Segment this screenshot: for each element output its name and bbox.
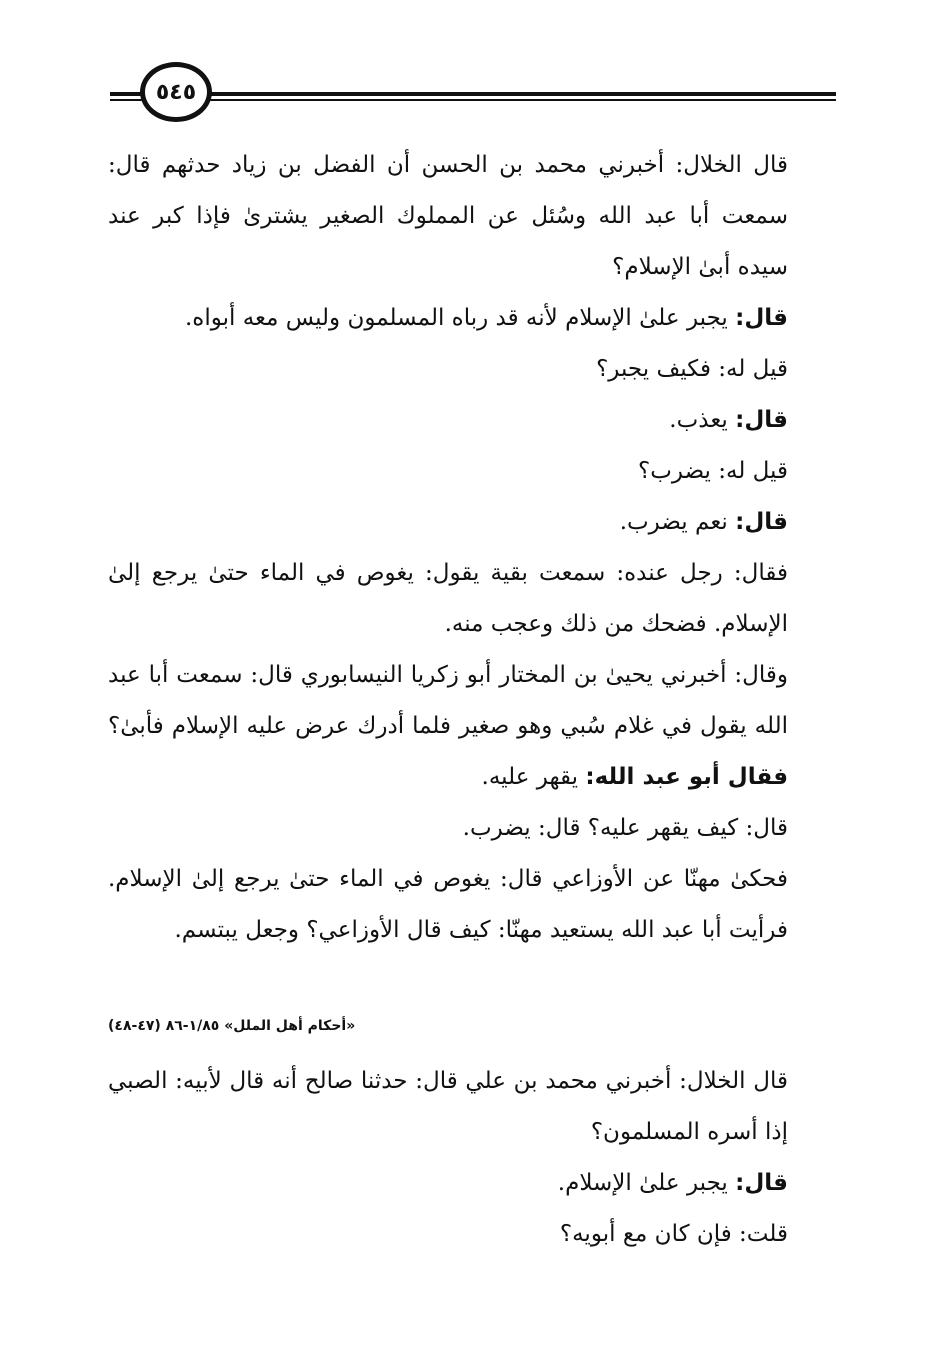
speaker-label: قال:: [735, 1170, 788, 1196]
paragraph: قال الخلال: أخبرني محمد بن علي قال: حدثنا صالح أنه قال لأبيه: الصبي إذا أسره المسلمون؟: [108, 1068, 788, 1145]
paragraph: قيل له: فكيف يجبر؟: [596, 356, 788, 382]
paragraph-text: يجبر علىٰ الإسلام.: [557, 1170, 736, 1196]
paragraph: [108, 1158, 832, 1209]
bold-phrase: فقال أبو عبد الله:: [585, 764, 788, 790]
page-number: ٥٤٥: [140, 62, 212, 122]
paragraph: [108, 293, 832, 344]
paragraph-text: يعذب.: [669, 407, 736, 433]
page-header: [110, 62, 836, 132]
header-rule-thin: [110, 99, 836, 101]
speaker-label: قال:: [735, 509, 788, 535]
paragraph: [108, 395, 832, 446]
speaker-label: قال:: [735, 407, 788, 433]
section-2: [108, 1056, 832, 1260]
paragraph-text: نعم يضرب.: [619, 509, 736, 535]
header-rule: [110, 92, 836, 96]
paragraph: [108, 650, 832, 803]
paragraph: قيل له: يضرب؟: [638, 458, 788, 484]
paragraph: فحكىٰ مهنّا عن الأوزاعي قال: يغوص في الماء حتىٰ يرجع إلىٰ الإسلام. فرأيت أبا عبد الله يستعيد مهنّا: كيف قال الأوزاعي؟ وجعل يبتسم.: [108, 866, 788, 943]
speaker-label: قال:: [735, 305, 788, 331]
paragraph-text: يقهر عليه.: [481, 764, 586, 790]
paragraph-text: يجبر علىٰ الإسلام لأنه قد رباه المسلمون وليس معه أبواه.: [184, 305, 736, 331]
paragraph: قال الخلال: أخبرني محمد بن الحسن أن الفضل بن زياد حدثهم قال: سمعت أبا عبد الله وسُئل عن المملوك الصغير يشترىٰ فإذا كبر عند سيده أبىٰ الإسلام؟: [108, 152, 788, 280]
citation: «أحكام أهل الملل» ١/٨٥-٨٦ (٤٧-٤٨): [108, 1018, 356, 1034]
paragraph: قلت: فإن كان مع أبويه؟: [559, 1221, 788, 1247]
paragraph: فقال: رجل عنده: سمعت بقية يقول: يغوص في الماء حتىٰ يرجع إلىٰ الإسلام. فضحك من ذلك وعجب منه.: [108, 560, 788, 637]
paragraph: قال: كيف يقهر عليه؟ قال: يضرب.: [462, 815, 788, 841]
paragraph-text: وقال: أخبرني يحيىٰ بن المختار أبو زكريا النيسابوري قال: سمعت أبا عبد الله يقول في غلام سُبي وهو صغير فلما أدرك عرض عليه الإسلام فأبىٰ؟: [108, 662, 788, 739]
section-1: [108, 140, 832, 956]
paragraph: [108, 497, 832, 548]
